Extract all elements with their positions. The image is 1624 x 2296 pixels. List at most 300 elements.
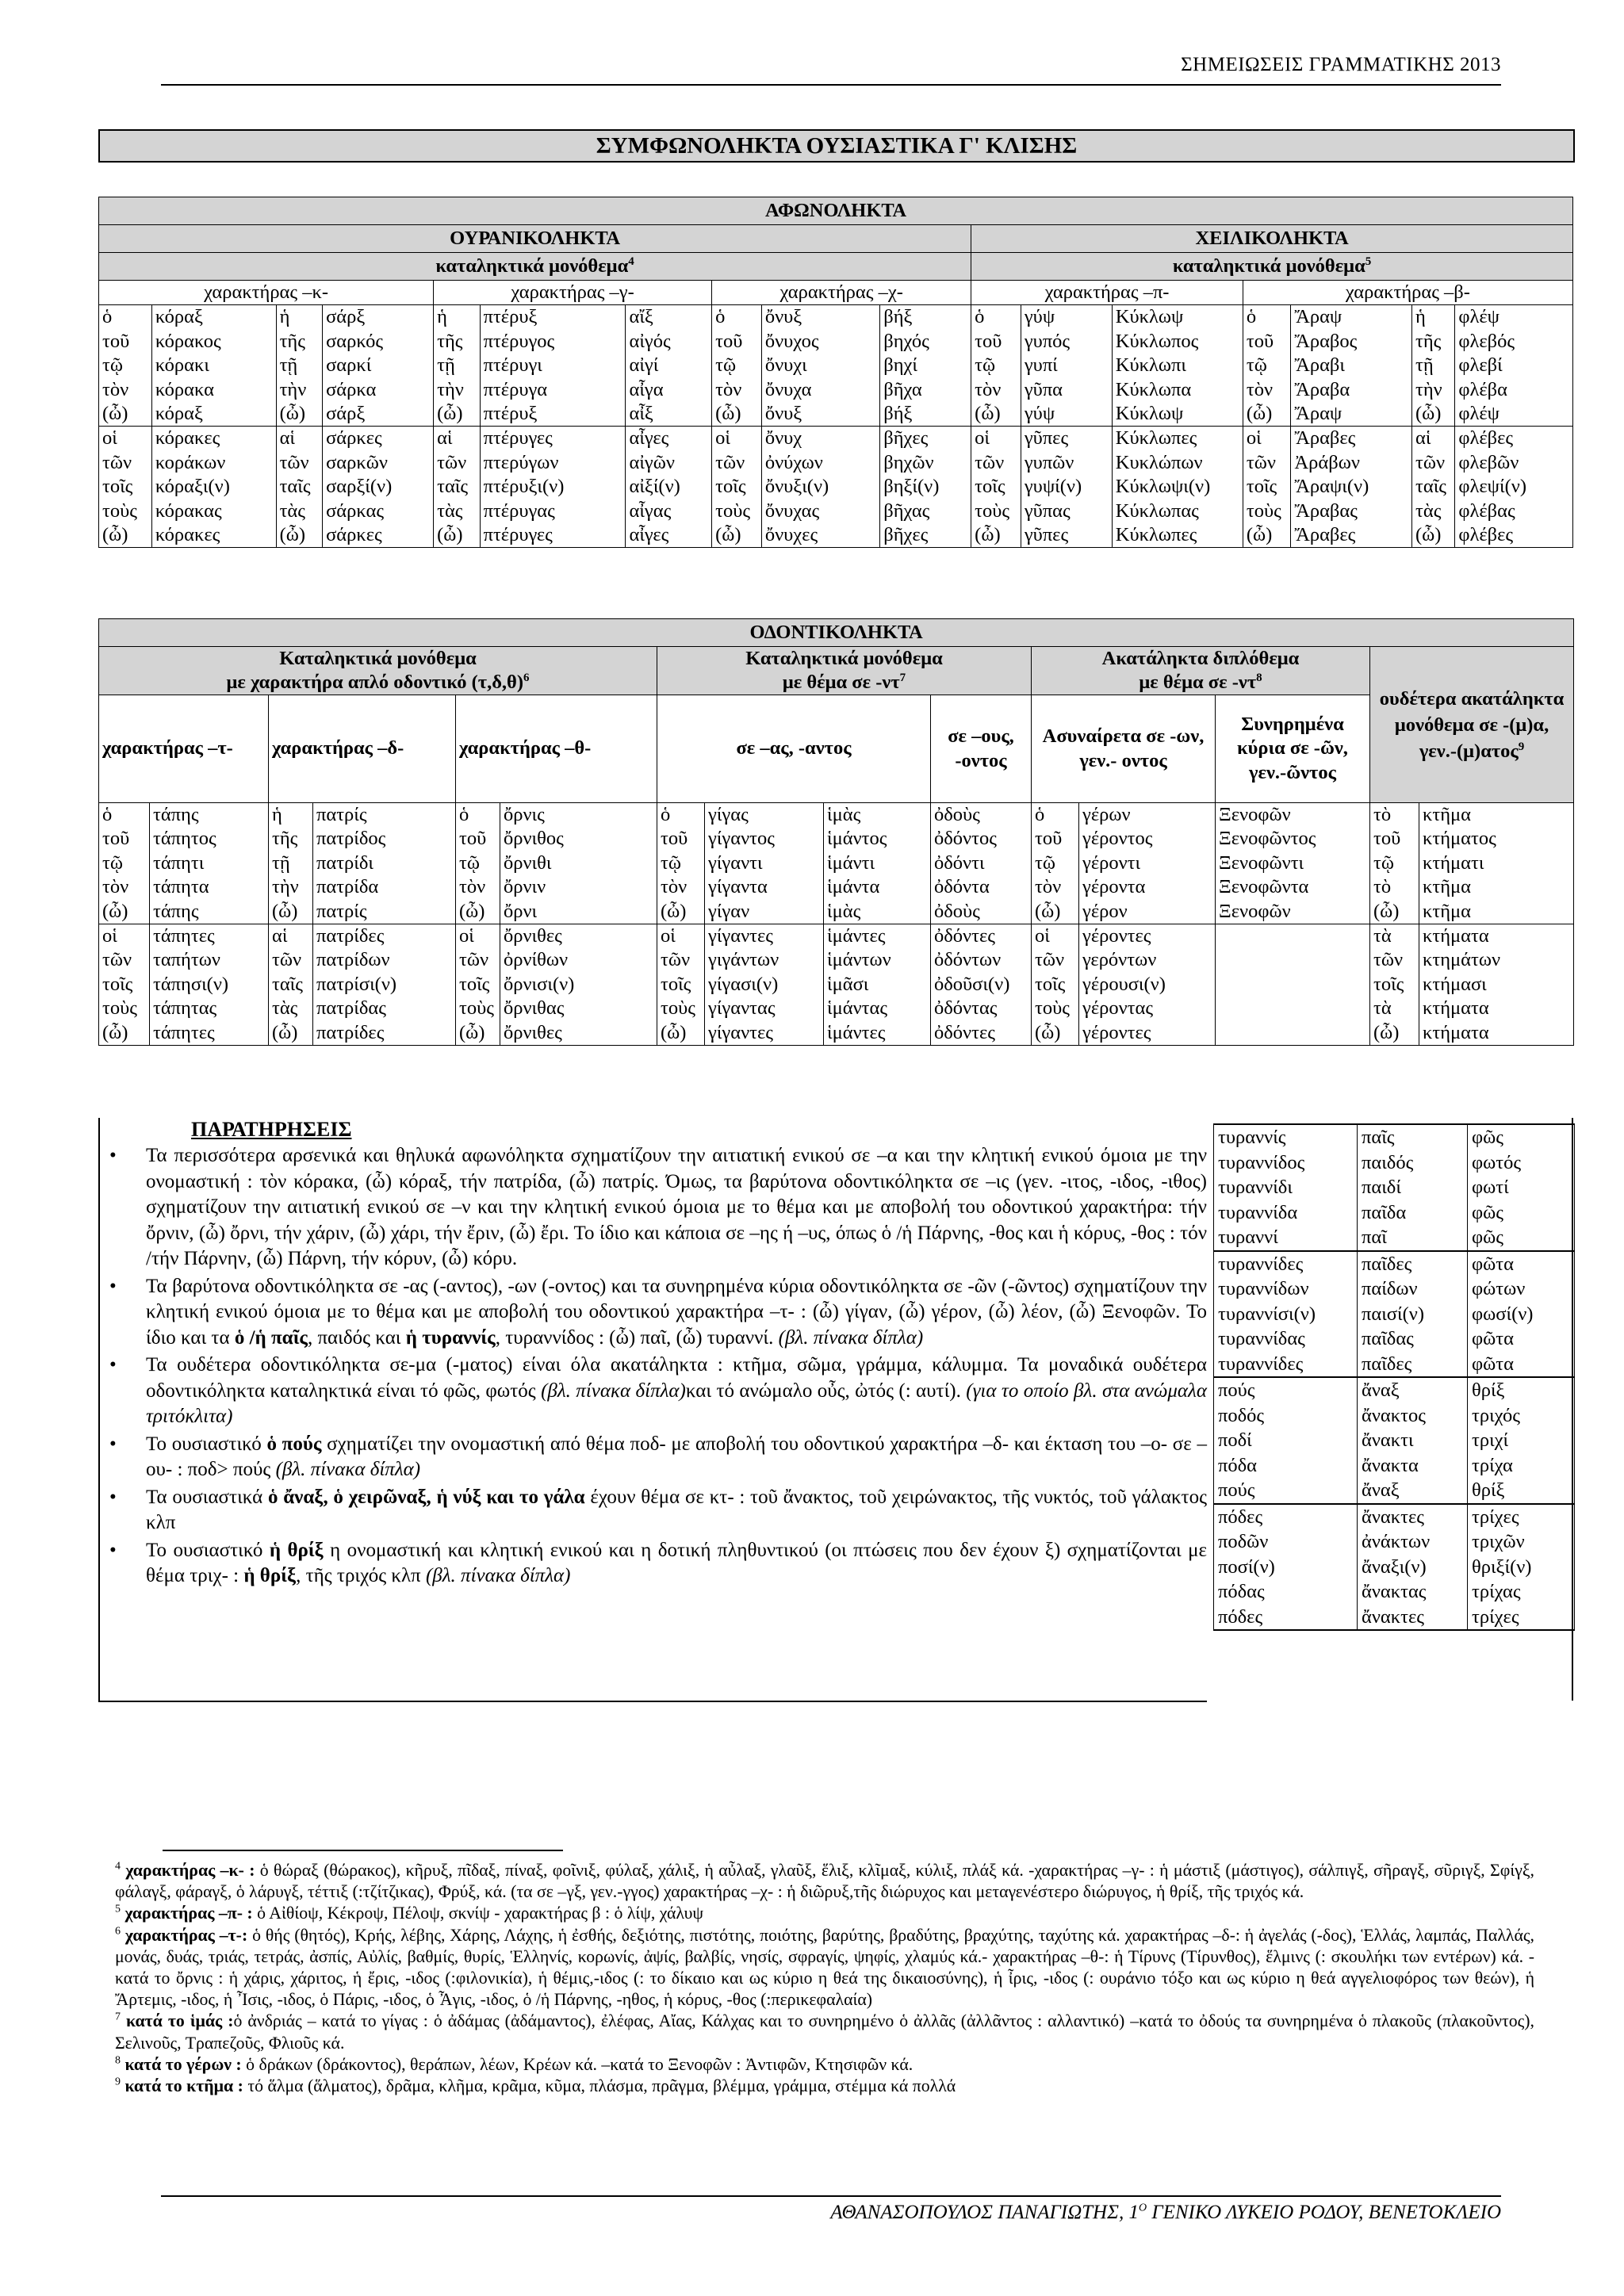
footnote (115, 1860, 1534, 1903)
footnote-ref-4: 4 (628, 254, 634, 268)
table-cell: βήξ (880, 305, 971, 330)
observation-text: Τα βαρύτονα οδοντικόληκτα σε -ας (-αντος), -ων (-οντος) και τα συνηρημένα κύρια οδοντικόληκτα σε -ῶν (-ῶντος) σχηματίζουν την κλητική ενικού όμοια με το θέμα και με αποβολή του οδοντικού χαρακτήρα –τ- : (ὦ) γίγαν, (ὦ) γέρον, (ὦ) λέον, (ὦ) Ξενοφῶν. Το ίδιο και τα ὁ /ἡ παῖς, παιδός και ἡ τυραννίς, τυραννίδος : (ὦ) παῖ, (ὦ) τυραννί. (βλ. πίνακα δίπλα) (146, 1275, 1207, 1349)
table-cell: τοῦ (712, 330, 762, 354)
table-cell: γέρουσι(ν) (1079, 973, 1216, 997)
table-cell: γυπί (1021, 354, 1112, 377)
observations-section (98, 1118, 1207, 1702)
table-cell: τῶν (712, 451, 762, 475)
table-cell: τοῦ (1032, 827, 1079, 851)
table-cell: τῷ (712, 354, 762, 377)
table-cell: πτερύγων (480, 451, 626, 475)
observation-text: Το ουσιαστικό ἡ θρίξ η ονομαστική και κλητική ενικού και η δοτική πληθυντικού (οι πτώσεις που δεν έχουν ξ) σχηματίζονται με θέμα τριχ- : ἡ θρίξ, τῆς τριχός κλπ (βλ. πίνακα δίπλα) (146, 1539, 1208, 1586)
side-cell: πόδας (1214, 1579, 1358, 1605)
synirimena-header: Συνηρημένα κύρια σε -ῶν, γεν.-ῶντος (1216, 695, 1370, 803)
table-cell: (ὦ) (1412, 523, 1455, 548)
table-cell: (ὦ) (1032, 1021, 1079, 1046)
side-cell: ἄναξ (1358, 1478, 1468, 1504)
table-cell: γίγαντα (705, 875, 824, 899)
table-cell: σάρκες (323, 523, 434, 548)
table-cell: ὄρνι (500, 900, 657, 924)
table-cell: Ἄραψ (1291, 402, 1412, 427)
running-header: ΣΗΜΕΙΩΣΕΙΣ ΓΡΑΜΜΑΤΙΚΗΣ 2013 (1181, 54, 1501, 75)
odonto-h3b-wrap (1035, 671, 1366, 695)
side-cell: παίδων (1358, 1276, 1468, 1302)
table-cell: γιγάντων (705, 948, 824, 972)
side-cell: τυραννίδας (1214, 1326, 1358, 1352)
table-cell (1216, 973, 1370, 997)
footnote-heading: κατά το γέρων : (121, 2054, 242, 2074)
table-cell: τὸν (1032, 875, 1079, 899)
table-row (99, 305, 1573, 330)
side-cell: τυραννίδες (1214, 1352, 1358, 1378)
bullet-icon: • (109, 1145, 117, 1166)
table-cell: ὄνυχας (761, 499, 879, 523)
table-cell: γῦπες (1021, 427, 1112, 451)
odonto-neuter-header (1370, 647, 1574, 803)
table-cell: γῦπας (1021, 499, 1112, 523)
table-cell: τοῖς (657, 973, 705, 997)
footnote-heading: χαρακτήρας –τ-: (121, 1925, 248, 1945)
side-cell: φῶτα (1468, 1352, 1575, 1378)
table-cell: ταῖς (1412, 475, 1455, 499)
table-cell: γέροντες (1079, 924, 1216, 949)
side-cell: παῖδας (1358, 1326, 1468, 1352)
table-cell: (ὦ) (657, 900, 705, 924)
table-cell: τὸν (456, 875, 500, 899)
table-cell: πτέρυγας (480, 499, 626, 523)
side-cell: τριχί (1468, 1428, 1575, 1453)
table-cell: ὄρνιν (500, 875, 657, 899)
table-cell: τοῖς (99, 973, 150, 997)
table-cell: (ὦ) (1370, 1021, 1419, 1046)
table-cell: Ἄραβος (1291, 330, 1412, 354)
table-cell: ἱμάντος (824, 827, 931, 851)
side-cell: τυραννίδες (1214, 1251, 1358, 1277)
side-cell: ποδῶν (1214, 1529, 1358, 1555)
table-cell: τοὺς (1032, 997, 1079, 1020)
table-cell (1216, 1021, 1370, 1046)
table-cell: αἱ (269, 924, 313, 949)
table-cell: (ὦ) (99, 1021, 150, 1046)
side-row (1214, 1326, 1575, 1352)
char-d-header: χαρακτήρας –δ- (269, 695, 456, 803)
table-cell: ὀδόντες (931, 1021, 1032, 1046)
table-cell: Κύκλωψι(ν) (1112, 475, 1243, 499)
char-th-header: χαρακτήρας –θ- (456, 695, 657, 803)
side-cell: παῖ (1358, 1225, 1468, 1251)
ouranikolikta-header: ΟΥΡΑΝΙΚΟΛΗΚΤΑ (99, 225, 971, 253)
table-cell: τῷ (1243, 354, 1291, 377)
table-cell: ταῖς (434, 475, 481, 499)
table-cell: φλέβας (1455, 499, 1573, 523)
table-cell: (ὦ) (99, 900, 150, 924)
footnote-text: ὁ ἀνδριάς – κατά το γίγας : ὁ ἀδάμας (ἀδάμαντος), ἐλέφας, Αἴας, Κάλχας και το συνηρημένο ὁ ἀλλᾶς (ἀλλᾶντος : αλλαντικό) –κατά το ὀδούς τα συνηρημένα ὁ πλακοῦς (πλακοῦντος), Σελινοῦς, Τραπεζοῦς, Φλιοῦς κά. (115, 2011, 1534, 2053)
table-cell: πατρίς (313, 803, 456, 828)
observation-text: Το ουσιαστικό ὁ πούς σχηματίζει την ονομαστική από θέμα ποδ- με αποβολή του οδοντικού χαρακτήρα –δ- και έκταση του –ο- σε –ου- : ποδ> πούς (βλ. πίνακα δίπλα) (146, 1433, 1207, 1480)
table-cell: τὸν (99, 378, 152, 402)
table-cell: πτέρυγι (480, 354, 626, 377)
table-cell: (ὦ) (456, 1021, 500, 1046)
table-cell: τάπησι(ν) (150, 973, 269, 997)
table-cell: τάπητι (150, 851, 269, 875)
table-cell: βῆχας (880, 499, 971, 523)
table-cell: τὰς (1412, 499, 1455, 523)
table-cell: αἰξί(ν) (626, 475, 712, 499)
table-cell: σαρξί(ν) (323, 475, 434, 499)
table-cell: τὰς (434, 499, 481, 523)
table-cell: Κύκλωπας (1112, 499, 1243, 523)
side-cell: τρίχα (1468, 1453, 1575, 1479)
table-cell: πτέρυγες (480, 523, 626, 548)
aphonolikta-table (98, 197, 1573, 548)
table-cell: τῶν (971, 451, 1021, 475)
table-cell: τάπης (150, 803, 269, 828)
table-cell: τῷ (99, 354, 152, 377)
table-cell: κτήματι (1419, 851, 1574, 875)
table-cell: τὴν (1412, 378, 1455, 402)
side-cell: παῖς (1358, 1124, 1468, 1150)
table-cell: γέροντι (1079, 851, 1216, 875)
table-cell: τάπητας (150, 997, 269, 1020)
side-row (1214, 1251, 1575, 1277)
footnote-text: ὁ θής (θητός), Κρής, λέβης, Χάρης, Λάχης, ἡ ἐσθής, δεξιότης, πιστότης, ποιότης, βαρύτης, βραδύτης, βραχύτης, ταχύτης κά. χαρακτήρας –δ-: ἡ ἀγελάς (-δος), Ἑλλάς, λαμπάς, Παλλάς, μονάς, δυάς, τριάς, τετράς, ἀσπίς, Αὐλίς, βαθμίς, θυρίς, Ἑλληνίς, κορωνίς, ἀψίς, βαλβίς, νησίς, σφραγίς, ψηφίς, χλαμύς κά.- χαρακτήρας –θ-: ἡ Τίρυνς (Τίρυνθος), ἕλμινς (: σκουλήκι των εντέρων) κά. - κατά το ὄρνις : ἡ χάρις, χάριτος, ἡ ἔρις, -ιδος (:φιλονικία), ἡ θέμις,-ιδος (: το δίκαιο και ως κύριο η θεά της δικαιοσύνης), ἡ ἶρις, -ιδος (: ουράνιο τόξο και ως κύριο η θεά αγγελιοφόρος των θεών), ἡ Ἄρτεμις, -ιδος, ἡ Ἶσις, -ιδος, ὁ Πάρις, -ιδος, ὁ Ἆγις, -ιδος, ὁ /ἡ Πάρνης, -ηθος, ἡ κόρυς, -θος (:περικεφαλαία) (115, 1925, 1534, 2010)
table-cell: ὁ (1243, 305, 1291, 330)
table-cell: πατρίδος (313, 827, 456, 851)
table-cell: τοὺς (712, 499, 762, 523)
table-cell: τάπητες (150, 924, 269, 949)
table-cell: πτέρυξ (480, 305, 626, 330)
char-t-header: χαρακτήρας –τ- (99, 695, 269, 803)
table-cell: τῆς (434, 330, 481, 354)
table-cell: ἱμὰς (824, 900, 931, 924)
table-cell: (ὦ) (712, 402, 762, 427)
side-row (1214, 1352, 1575, 1378)
table-cell: τοὺς (971, 499, 1021, 523)
side-cell: τυραννίδων (1214, 1276, 1358, 1302)
table-cell: ἱμάντων (824, 948, 931, 972)
table-cell: κόρακι (151, 354, 276, 377)
table-row (99, 354, 1573, 377)
table-cell: (ὦ) (712, 523, 762, 548)
side-cell: τριχῶν (1468, 1529, 1575, 1555)
table-row (99, 827, 1574, 851)
table-cell: πτέρυξι(ν) (480, 475, 626, 499)
table-cell: ἡ (269, 803, 313, 828)
side-cell: θριξί(ν) (1468, 1555, 1575, 1580)
table-cell: φλεβῶν (1455, 451, 1573, 475)
table-cell: τοῖς (99, 475, 152, 499)
table-cell: αἱ (276, 427, 323, 451)
page-title: ΣΥΜΦΩΝΟΛΗΚΤΑ ΟΥΣΙΑΣΤΙΚΑ Γ' ΚΛΙΣΗΣ (98, 129, 1575, 163)
table-cell: τῆς (269, 827, 313, 851)
table-cell: γίγας (705, 803, 824, 828)
table-cell: τὴν (276, 378, 323, 402)
side-cell: παῖδα (1358, 1200, 1468, 1226)
table-cell: οἱ (1243, 427, 1291, 451)
table-row (99, 900, 1574, 924)
odonto-h2b: με θέμα σε -ντ (782, 672, 900, 693)
table-cell: τῇ (276, 354, 323, 377)
observations-list (100, 1143, 1207, 1591)
table-cell: τῇ (1412, 354, 1455, 377)
table-cell: αἶγας (626, 499, 712, 523)
side-cell: τυραννίδα (1214, 1200, 1358, 1226)
table-cell: (ὦ) (276, 523, 323, 548)
cheilikolikta-header: ΧΕΙΛΙΚΟΛΗΚΤΑ (971, 225, 1573, 253)
table-cell: (ὦ) (1412, 402, 1455, 427)
observation-item (100, 1274, 1207, 1352)
table-cell: τῇ (269, 851, 313, 875)
table-row (99, 451, 1573, 475)
table-cell: Κύκλωψ (1112, 402, 1243, 427)
table-cell: πατρίδες (313, 1021, 456, 1046)
table-cell: τῶν (434, 451, 481, 475)
bullet-icon: • (109, 1486, 117, 1508)
table-cell: αἰγῶν (626, 451, 712, 475)
table-cell: τὸν (657, 875, 705, 899)
side-cell: φωτί (1468, 1175, 1575, 1200)
side-row (1214, 1453, 1575, 1479)
table-cell: τοῖς (1032, 973, 1079, 997)
footnote (115, 2054, 1534, 2076)
table-cell: οἱ (971, 427, 1021, 451)
table-cell: Ἄραβες (1291, 427, 1412, 451)
table-cell: τάπητα (150, 875, 269, 899)
table-cell: φλεβί (1455, 354, 1573, 377)
table-cell: (ὦ) (1243, 523, 1291, 548)
table-cell: Κύκλωπι (1112, 354, 1243, 377)
table-cell: γέροντες (1079, 1021, 1216, 1046)
table-cell: αἱ (434, 427, 481, 451)
table-cell: τὰ (1370, 997, 1419, 1020)
table-cell: αἰγός (626, 330, 712, 354)
table-cell (1216, 924, 1370, 949)
table-cell (1216, 997, 1370, 1020)
table-cell: ὀδόντα (931, 875, 1032, 899)
odonto-singular-block (99, 803, 1574, 924)
side-cell: πόδα (1214, 1453, 1358, 1479)
katalikta-monothema-header (99, 253, 971, 281)
table-cell: γίγαν (705, 900, 824, 924)
table-cell: ὀδοὺς (931, 803, 1032, 828)
table-cell: ὄρνιθας (500, 997, 657, 1020)
odonto-group-3-header (1032, 647, 1370, 695)
footer-author (161, 2195, 1501, 2224)
table-cell: φλέβες (1455, 523, 1573, 548)
odontikolikta-table (98, 618, 1574, 1046)
side-cell: πόδες (1214, 1605, 1358, 1631)
table-cell: γερόντων (1079, 948, 1216, 972)
table-cell: τῆς (276, 330, 323, 354)
side-cell: ποδός (1214, 1403, 1358, 1429)
table-cell: (ὦ) (1243, 402, 1291, 427)
table-cell: κόρακες (151, 427, 276, 451)
footnote-text: ὁ δράκων (δράκοντος), θεράπων, λέων, Κρέων κά. –κατά το Ξενοφῶν : Ἀντιφῶν, Κτησιφῶν κά. (241, 2054, 914, 2074)
footnotes (115, 1860, 1534, 2097)
char-b-header: χαρακτήρας –β- (1243, 281, 1572, 305)
bullet-icon: • (109, 1433, 117, 1455)
side-cell: τριχός (1468, 1403, 1575, 1429)
footnote-number: 6 (115, 1925, 121, 1938)
side-row (1214, 1579, 1575, 1605)
table-cell: τοὺς (99, 499, 152, 523)
table-cell: γυπῶν (1021, 451, 1112, 475)
observation-text: Τα περισσότερα αρσενικά και θηλυκά αφωνόληκτα σχηματίζουν την αιτιατική ενικού σε –α και την κλητική ενικού όμοια με την ονομαστική : τὸν κόρακα, (ὦ) κόραξ, τήν πατρίδα, (ὦ) πατρίς. Όμως, τα βαρύτονα οδοντικόληκτα σε –ις (γεν. -ιτος, -ιδος, -ιθος) σχηματίζουν την αιτιατική ενικού σε –ν και την κλητική ενικού όμοια με το θέμα και με αποβολή του οδοντικού χαρακτήρα: τήν ὄρνιν, (ὦ) ὄρνι, τήν χάριν, (ὦ) χάρι, τήν ἔριν, (ὦ) ἔρι. Το ίδιο και κάποια σε –ης ή –υς, όπως ὁ /ἡ Πάρνης, -θος και ἡ κόρυς, -θος : τόν /τήν Πάρνην, (ὦ) Πάρνη, τήν κόρυν, (ὦ) κόρυ. (146, 1145, 1207, 1269)
table-cell: σάρκας (323, 499, 434, 523)
observations-title: ΠΑΡΑΤΗΡΗΣΕΙΣ (191, 1118, 352, 1141)
table-cell: γέροντας (1079, 997, 1216, 1020)
table-cell: τοῦ (456, 827, 500, 851)
table-cell: ὁ (712, 305, 762, 330)
table-cell: ταῖς (276, 475, 323, 499)
odonto-h2a: Καταληκτικά μονόθεμα (745, 648, 943, 669)
table-cell: Ξενοφῶντος (1216, 827, 1370, 851)
table-cell: Κύκλωπος (1112, 330, 1243, 354)
side-row (1214, 1225, 1575, 1251)
side-cell: τυραννίδος (1214, 1150, 1358, 1176)
footer-pre: ΑΘΑΝΑΣΟΠΟΥΛΟΣ ΠΑΝΑΓΙΩΤΗΣ, 1 (830, 2202, 1139, 2223)
table-cell: Ἄραβι (1291, 354, 1412, 377)
odonto-group-1-header (99, 647, 657, 695)
table-cell: σαρκός (323, 330, 434, 354)
table-cell: τῷ (657, 851, 705, 875)
table-cell: τοὺς (1243, 499, 1291, 523)
table-cell: τὰ (1370, 924, 1419, 949)
side-cell: τυραννί (1214, 1225, 1358, 1251)
table-cell: ὁ (971, 305, 1021, 330)
footnote-heading: κατά το κτῆμα : (121, 2076, 243, 2096)
table-cell: φλέψ (1455, 402, 1573, 427)
katal-label-2: καταληκτικά μονόθεμα (1172, 255, 1365, 277)
table-cell: ἱμὰς (824, 803, 931, 828)
side-cell: τυραννίς (1214, 1124, 1358, 1150)
table-cell: γέρον (1079, 900, 1216, 924)
table-cell: (ὦ) (456, 900, 500, 924)
table-cell: τῶν (99, 948, 150, 972)
footnote-text: τό ἅλμα (ἅλματος), δρᾶμα, κλῆμα, κρᾶμα, κῦμα, πλάσμα, πρᾶγμα, βλέμμα, γράμμα, στέμμα κά πολλά (243, 2076, 956, 2096)
se-as-header: σε –ας, -αντος (657, 695, 931, 803)
table-cell: γίγαντες (705, 1021, 824, 1046)
table-cell: οἱ (657, 924, 705, 949)
footnote-ref-7: 7 (899, 671, 906, 684)
table-cell: ταῖς (269, 973, 313, 997)
table-cell: (ὦ) (657, 1021, 705, 1046)
table-cell: ὀδόντας (931, 997, 1032, 1020)
table-cell: τάπητες (150, 1021, 269, 1046)
table-cell: Ξενοφῶν (1216, 900, 1370, 924)
table-cell: πατρίδων (313, 948, 456, 972)
table-cell: φλέψ (1455, 305, 1573, 330)
table-cell: τοὺς (99, 997, 150, 1020)
table-cell: κτῆμα (1419, 900, 1574, 924)
table-row (99, 973, 1574, 997)
side-cell: φῶτα (1468, 1251, 1575, 1277)
table-cell: ὀδοῦσι(ν) (931, 973, 1032, 997)
footer-post: ΓΕΝΙΚΟ ΛΥΚΕΙΟ ΡΟΔΟΥ, ΒΕΝΕΤΟΚΛΕΙΟ (1147, 2202, 1501, 2223)
aphono-singular-block (99, 305, 1573, 427)
table-cell: Κύκλωπες (1112, 427, 1243, 451)
table-cell: Κυκλώπων (1112, 451, 1243, 475)
table-cell: ὁ (1032, 803, 1079, 828)
table-cell: φλεψί(ν) (1455, 475, 1573, 499)
side-cell: παῖδες (1358, 1352, 1468, 1378)
table-cell: πατρίς (313, 900, 456, 924)
table-cell: (ὦ) (269, 900, 313, 924)
table-cell: ἱμάντι (824, 851, 931, 875)
table-cell: τὸ (1370, 875, 1419, 899)
table-cell: γίγαντι (705, 851, 824, 875)
side-cell: τρίχας (1468, 1579, 1575, 1605)
table-cell: τοῦ (99, 330, 152, 354)
table-cell: τάπητος (150, 827, 269, 851)
table-cell: (ὦ) (434, 402, 481, 427)
table-cell: γίγαντες (705, 924, 824, 949)
table-cell: κόρακας (151, 499, 276, 523)
table-cell: φλέβα (1455, 378, 1573, 402)
side-cell: φωτός (1468, 1150, 1575, 1176)
side-row (1214, 1124, 1575, 1150)
table-cell: οἱ (99, 924, 150, 949)
table-cell: ἡ (1412, 305, 1455, 330)
table-cell: ὄνυξι(ν) (761, 475, 879, 499)
side-cell: πούς (1214, 1478, 1358, 1504)
footnote-ref-8: 8 (1256, 671, 1262, 684)
table-cell: Κύκλωπες (1112, 523, 1243, 548)
table-cell: σάρκα (323, 378, 434, 402)
footer-sup: Ο (1138, 2202, 1147, 2214)
footnote (115, 1903, 1534, 1924)
side-cell: ἄναξι(ν) (1358, 1555, 1468, 1580)
table-cell: τῷ (971, 354, 1021, 377)
table-cell: κοράκων (151, 451, 276, 475)
char-k-header: χαρακτήρας –κ- (99, 281, 434, 305)
side-cell: τρίχες (1468, 1605, 1575, 1631)
table-cell: τῶν (99, 451, 152, 475)
table-cell: ὄνυξ (761, 305, 879, 330)
footnote-heading: κατά το ἱμάς : (121, 2011, 234, 2031)
table-cell: πτέρυγα (480, 378, 626, 402)
table-cell: Ἀράβων (1291, 451, 1412, 475)
side-cell: φώτων (1468, 1276, 1575, 1302)
table-cell: γέροντα (1079, 875, 1216, 899)
odonto-h4: ουδέτερα ακατάληκτα μονόθεμα σε -(μ)α, γεν.-(μ)ατος (1379, 687, 1565, 762)
table-cell: τοῦ (1243, 330, 1291, 354)
table-cell: Ἄραβα (1291, 378, 1412, 402)
table-cell: βῆχες (880, 427, 971, 451)
side-row (1214, 1529, 1575, 1555)
side-row (1214, 1403, 1575, 1429)
table-row (99, 475, 1573, 499)
side-cell: ἄνακτες (1358, 1504, 1468, 1530)
table-cell: ὀρνίθων (500, 948, 657, 972)
table-cell: βηχός (880, 330, 971, 354)
table-cell: τὴν (434, 378, 481, 402)
table-cell: κτῆμα (1419, 875, 1574, 899)
table-cell: ἱμάντες (824, 1021, 931, 1046)
table-cell: πατρίδας (313, 997, 456, 1020)
footnote-heading: χαρακτήρας –κ- : (121, 1861, 255, 1880)
table-cell: γῦπες (1021, 523, 1112, 548)
table-cell: γῦπα (1021, 378, 1112, 402)
table-cell: αἰγί (626, 354, 712, 377)
side-row (1214, 1175, 1575, 1200)
table-cell: τάπης (150, 900, 269, 924)
table-row (99, 378, 1573, 402)
table-cell: τῶν (276, 451, 323, 475)
table-cell: τῶν (456, 948, 500, 972)
side-cell: ἄναξ (1358, 1377, 1468, 1403)
side-cell: ἄνακτες (1358, 1605, 1468, 1631)
